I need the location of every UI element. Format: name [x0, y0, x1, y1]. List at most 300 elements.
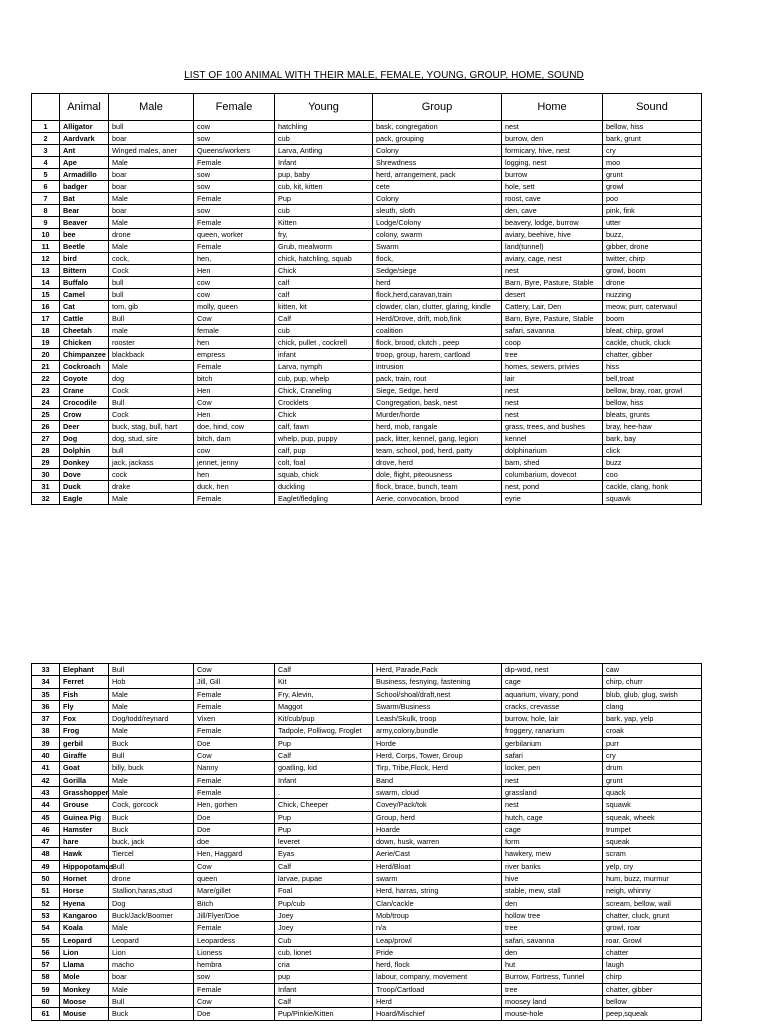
table-row [32, 265, 702, 277]
table-row [32, 811, 702, 823]
young-cell: squab, chick [275, 469, 373, 481]
female-cell: cow [194, 289, 275, 301]
female-cell: doe, hind, cow [194, 421, 275, 433]
young-cell: calf, fawn [275, 421, 373, 433]
female-cell: Female [194, 786, 275, 798]
home-cell: nest [502, 409, 603, 421]
animal-table-part-2 [31, 663, 702, 1021]
animal-cell: Donkey [60, 457, 109, 469]
male-cell: male [109, 325, 194, 337]
male-cell: boar [109, 971, 194, 983]
young-cell: cub [275, 325, 373, 337]
group-cell: army,colony,bundle [373, 725, 502, 737]
sound-cell: drum [603, 762, 702, 774]
group-cell: Band [373, 774, 502, 786]
table-row [32, 996, 702, 1008]
header-sound: Sound [603, 94, 702, 121]
group-cell: intrusion [373, 361, 502, 373]
table-row [32, 121, 702, 133]
animal-cell: Fly [60, 700, 109, 712]
sound-cell: bellow, bray, roar, growl [603, 385, 702, 397]
animal-cell: Camel [60, 289, 109, 301]
young-cell: pup [275, 971, 373, 983]
home-cell: stable, mew, stall [502, 885, 603, 897]
home-cell: dip-wod, nest [502, 664, 603, 676]
female-cell: Hen, gorhen [194, 799, 275, 811]
animal-cell: Cat [60, 301, 109, 313]
home-cell: cage [502, 676, 603, 688]
animal-cell: Coyote [60, 373, 109, 385]
table-row [32, 700, 702, 712]
row-number: 9 [32, 217, 60, 229]
male-cell: rooster [109, 337, 194, 349]
group-cell: School/shoal/draft,nest [373, 688, 502, 700]
header-home: Home [502, 94, 603, 121]
animal-cell: Fox [60, 713, 109, 725]
row-number: 34 [32, 676, 60, 688]
row-number: 2 [32, 133, 60, 145]
home-cell: tree [502, 922, 603, 934]
male-cell: Hob [109, 676, 194, 688]
home-cell: burrow, den [502, 133, 603, 145]
young-cell: Pup/cub [275, 897, 373, 909]
animal-cell: Hawk [60, 848, 109, 860]
row-number: 56 [32, 946, 60, 958]
male-cell: Buck [109, 811, 194, 823]
table-header-row [32, 94, 702, 121]
sound-cell: buzz [603, 457, 702, 469]
group-cell: coalition [373, 325, 502, 337]
young-cell: cub, pup, whelp [275, 373, 373, 385]
group-cell: Murder/horde [373, 409, 502, 421]
row-number: 18 [32, 325, 60, 337]
young-cell: Eaglet/fledgling [275, 493, 373, 505]
home-cell: nest [502, 799, 603, 811]
young-cell: Larva, nymph [275, 361, 373, 373]
table-row [32, 897, 702, 909]
row-number: 7 [32, 193, 60, 205]
female-cell: queen [194, 873, 275, 885]
table-row [32, 145, 702, 157]
female-cell: Female [194, 493, 275, 505]
animal-cell: Crocodile [60, 397, 109, 409]
animal-cell: Hornet [60, 873, 109, 885]
group-cell: colony, swarm [373, 229, 502, 241]
female-cell: Mare/gillet [194, 885, 275, 897]
female-cell: hen, [194, 253, 275, 265]
sound-cell: buzz, [603, 229, 702, 241]
female-cell: queen, worker [194, 229, 275, 241]
sound-cell: bark, bay [603, 433, 702, 445]
group-cell: Troop/Cartload [373, 983, 502, 995]
female-cell: Jill/Flyer/Doe [194, 909, 275, 921]
animal-cell: Hyena [60, 897, 109, 909]
sound-cell: pink, fink [603, 205, 702, 217]
group-cell: dole, flight, piteousness [373, 469, 502, 481]
young-cell: cub [275, 133, 373, 145]
table-row [32, 799, 702, 811]
row-number: 61 [32, 1008, 60, 1020]
sound-cell: cry [603, 145, 702, 157]
female-cell: molly, queen [194, 301, 275, 313]
female-cell: hen [194, 469, 275, 481]
row-number: 46 [32, 823, 60, 835]
group-cell: drove, herd [373, 457, 502, 469]
young-cell: Pup [275, 737, 373, 749]
row-number: 37 [32, 713, 60, 725]
male-cell: Male [109, 157, 194, 169]
young-cell: whelp, pup, puppy [275, 433, 373, 445]
animal-table-part-1 [31, 93, 702, 505]
sound-cell: boom [603, 313, 702, 325]
home-cell: coop [502, 337, 603, 349]
animal-cell: Koala [60, 922, 109, 934]
group-cell: down, husk, warren [373, 836, 502, 848]
home-cell: aviary, cage, nest [502, 253, 603, 265]
group-cell: pack, grouping [373, 133, 502, 145]
female-cell: Doe [194, 1008, 275, 1020]
female-cell: sow [194, 133, 275, 145]
group-cell: Sedge/siege [373, 265, 502, 277]
table-row [32, 205, 702, 217]
female-cell: female [194, 325, 275, 337]
table-body-1 [32, 121, 702, 505]
animal-cell: Mouse [60, 1008, 109, 1020]
female-cell: Female [194, 241, 275, 253]
group-cell: Colony [373, 193, 502, 205]
young-cell: Calf [275, 313, 373, 325]
page-title: LIST OF 100 ANIMAL WITH THEIR MALE, FEMALE, YOUNG, GROUP, HOME, SOUND [184, 70, 584, 81]
young-cell: Maggot [275, 700, 373, 712]
row-number: 24 [32, 397, 60, 409]
animal-cell: Dove [60, 469, 109, 481]
sound-cell: trumpet [603, 823, 702, 835]
male-cell: boar [109, 133, 194, 145]
male-cell: Bull [109, 664, 194, 676]
male-cell: Male [109, 193, 194, 205]
young-cell: kitten, kit [275, 301, 373, 313]
young-cell: colt, foal [275, 457, 373, 469]
young-cell: Pup [275, 193, 373, 205]
female-cell: Female [194, 193, 275, 205]
row-number: 13 [32, 265, 60, 277]
male-cell: Male [109, 774, 194, 786]
young-cell: Foal [275, 885, 373, 897]
group-cell: Herd, harras, string [373, 885, 502, 897]
group-cell: labour, company, movement [373, 971, 502, 983]
sound-cell: roar. Growl [603, 934, 702, 946]
row-number: 36 [32, 700, 60, 712]
header-group: Group [373, 94, 502, 121]
male-cell: boar [109, 169, 194, 181]
row-number: 28 [32, 445, 60, 457]
male-cell: Male [109, 241, 194, 253]
table-row [32, 385, 702, 397]
home-cell: aquarium, vivary, pond [502, 688, 603, 700]
young-cell: leveret [275, 836, 373, 848]
animal-cell: Mole [60, 971, 109, 983]
sound-cell: squeak, wheek [603, 811, 702, 823]
male-cell: Tiercel [109, 848, 194, 860]
group-cell: flock, [373, 253, 502, 265]
male-cell: Male [109, 983, 194, 995]
young-cell: Fry, Alevin, [275, 688, 373, 700]
animal-cell: Aardvark [60, 133, 109, 145]
sound-cell: twitter, chirp [603, 253, 702, 265]
table-row [32, 725, 702, 737]
group-cell: Swarm [373, 241, 502, 253]
group-cell: Herd [373, 996, 502, 1008]
young-cell: Infant [275, 157, 373, 169]
sound-cell: laugh [603, 959, 702, 971]
sound-cell: utter [603, 217, 702, 229]
young-cell: Calf [275, 860, 373, 872]
young-cell: Grub, mealworm [275, 241, 373, 253]
sound-cell: grunt [603, 774, 702, 786]
home-cell: grassland [502, 786, 603, 798]
young-cell: calf, pup [275, 445, 373, 457]
sound-cell: hiss [603, 361, 702, 373]
table-row [32, 934, 702, 946]
home-cell: nest [502, 265, 603, 277]
sound-cell: squawk [603, 799, 702, 811]
female-cell: Doe [194, 811, 275, 823]
male-cell: Buck [109, 823, 194, 835]
sound-cell: quack [603, 786, 702, 798]
sound-cell: clang [603, 700, 702, 712]
male-cell: macho [109, 959, 194, 971]
sound-cell: drone [603, 277, 702, 289]
male-cell: Male [109, 700, 194, 712]
table-row [32, 676, 702, 688]
male-cell: bull [109, 289, 194, 301]
row-number: 16 [32, 301, 60, 313]
animal-cell: Armadillo [60, 169, 109, 181]
animal-cell: Goat [60, 762, 109, 774]
young-cell: Infant [275, 983, 373, 995]
young-cell: Kitten [275, 217, 373, 229]
group-cell: Herd, Corps, Tower, Group [373, 750, 502, 762]
sound-cell: yelp, cry [603, 860, 702, 872]
group-cell: Horde [373, 737, 502, 749]
female-cell: Female [194, 217, 275, 229]
home-cell: hollow tree [502, 909, 603, 921]
table-row [32, 983, 702, 995]
male-cell: Cock, gorcock [109, 799, 194, 811]
group-cell: Aerie/Cast [373, 848, 502, 860]
young-cell: Pup [275, 823, 373, 835]
female-cell: Leopardess [194, 934, 275, 946]
group-cell: Pride [373, 946, 502, 958]
male-cell: Cock [109, 265, 194, 277]
animal-cell: Dog [60, 433, 109, 445]
young-cell: Chick, Cheeper [275, 799, 373, 811]
male-cell: Bull [109, 996, 194, 1008]
row-number: 55 [32, 934, 60, 946]
male-cell: drake [109, 481, 194, 493]
female-cell: Cow [194, 313, 275, 325]
sound-cell: croak [603, 725, 702, 737]
sound-cell: chirp [603, 971, 702, 983]
sound-cell: poo [603, 193, 702, 205]
young-cell: Calf [275, 750, 373, 762]
female-cell: Female [194, 774, 275, 786]
group-cell: Congregation, bask, nest [373, 397, 502, 409]
female-cell: Doe [194, 823, 275, 835]
row-number: 33 [32, 664, 60, 676]
group-cell: herd, mob, rangale [373, 421, 502, 433]
home-cell: hut [502, 959, 603, 971]
table-row [32, 493, 702, 505]
young-cell: Calf [275, 996, 373, 1008]
group-cell: Swarm/Business [373, 700, 502, 712]
sound-cell: squawk [603, 493, 702, 505]
young-cell: fry, [275, 229, 373, 241]
group-cell: Tirp, Tribe,Flock, Herd [373, 762, 502, 774]
female-cell: hen [194, 337, 275, 349]
female-cell: doe [194, 836, 275, 848]
row-number: 49 [32, 860, 60, 872]
group-cell: Hoard/Mischief [373, 1008, 502, 1020]
male-cell: Male [109, 786, 194, 798]
row-number: 41 [32, 762, 60, 774]
home-cell: gerbilarium [502, 737, 603, 749]
young-cell: Pup [275, 811, 373, 823]
male-cell: Cock [109, 385, 194, 397]
group-cell: Clan/cackle [373, 897, 502, 909]
home-cell: nest [502, 121, 603, 133]
sound-cell: caw [603, 664, 702, 676]
sound-cell: nuzzing [603, 289, 702, 301]
male-cell: Male [109, 922, 194, 934]
male-cell: Male [109, 688, 194, 700]
table-row [32, 750, 702, 762]
group-cell: Colony [373, 145, 502, 157]
home-cell: river banks [502, 860, 603, 872]
animal-cell: Eagle [60, 493, 109, 505]
home-cell: barn, shed [502, 457, 603, 469]
row-number: 54 [32, 922, 60, 934]
animal-cell: gerbil [60, 737, 109, 749]
group-cell: Herd/Bloat [373, 860, 502, 872]
animal-cell: Moose [60, 996, 109, 1008]
table-row [32, 241, 702, 253]
row-number: 50 [32, 873, 60, 885]
group-cell: bask, congregation [373, 121, 502, 133]
group-cell: Shrewdness [373, 157, 502, 169]
young-cell: hatchling [275, 121, 373, 133]
group-cell: flock, brood, clutch , peep [373, 337, 502, 349]
male-cell: bull [109, 121, 194, 133]
home-cell: cracks, crevasse [502, 700, 603, 712]
table-row [32, 688, 702, 700]
male-cell: Bull [109, 313, 194, 325]
group-cell: Covey/Pack/tok [373, 799, 502, 811]
male-cell: blackback [109, 349, 194, 361]
home-cell: safari, savanna [502, 934, 603, 946]
sound-cell: chatter, cluck, grunt [603, 909, 702, 921]
female-cell: Hen [194, 409, 275, 421]
animal-cell: Monkey [60, 983, 109, 995]
home-cell: grass, trees, and bushes [502, 421, 603, 433]
home-cell: aviary, beehive, hive [502, 229, 603, 241]
table-row [32, 301, 702, 313]
group-cell: n/a [373, 922, 502, 934]
female-cell: empress [194, 349, 275, 361]
row-number: 20 [32, 349, 60, 361]
row-number: 32 [32, 493, 60, 505]
home-cell: cage [502, 823, 603, 835]
sound-cell: peep,squeak [603, 1008, 702, 1020]
male-cell: Buck [109, 1008, 194, 1020]
sound-cell: cackle, clang, honk [603, 481, 702, 493]
female-cell: jennet, jenny [194, 457, 275, 469]
female-cell: Female [194, 361, 275, 373]
sound-cell: neigh, whinny [603, 885, 702, 897]
sound-cell: chatter, gibber [603, 983, 702, 995]
group-cell: sleuth, sloth [373, 205, 502, 217]
male-cell: Male [109, 725, 194, 737]
row-number: 5 [32, 169, 60, 181]
table-row [32, 361, 702, 373]
row-number: 38 [32, 725, 60, 737]
home-cell: mouse-hole [502, 1008, 603, 1020]
male-cell: drone [109, 873, 194, 885]
male-cell: buck, stag, bull, hart [109, 421, 194, 433]
sound-cell: growl, roar [603, 922, 702, 934]
female-cell: sow [194, 169, 275, 181]
female-cell: Female [194, 922, 275, 934]
animal-cell: Bittern [60, 265, 109, 277]
animal-cell: Gorilla [60, 774, 109, 786]
row-number: 27 [32, 433, 60, 445]
female-cell: Hen, Haggard [194, 848, 275, 860]
female-cell: bitch [194, 373, 275, 385]
male-cell: Lion [109, 946, 194, 958]
young-cell: cria [275, 959, 373, 971]
young-cell: Chick [275, 409, 373, 421]
young-cell: Joey [275, 922, 373, 934]
row-number: 45 [32, 811, 60, 823]
young-cell: pup, baby [275, 169, 373, 181]
row-number: 8 [32, 205, 60, 217]
group-cell: clowder, clan, clutter, glaring, kindle [373, 301, 502, 313]
home-cell: nest [502, 385, 603, 397]
female-cell: Doe [194, 737, 275, 749]
table-row [32, 823, 702, 835]
female-cell: Female [194, 688, 275, 700]
home-cell: nest [502, 774, 603, 786]
row-number: 4 [32, 157, 60, 169]
row-number: 47 [32, 836, 60, 848]
female-cell: Jill, Gill [194, 676, 275, 688]
table-body-2 [32, 664, 702, 1021]
male-cell: boar [109, 205, 194, 217]
sound-cell: hum, buzz, murmur [603, 873, 702, 885]
male-cell: Leopard [109, 934, 194, 946]
table-row [32, 445, 702, 457]
male-cell: Male [109, 217, 194, 229]
young-cell: Kit [275, 676, 373, 688]
row-number: 26 [32, 421, 60, 433]
animal-cell: Beaver [60, 217, 109, 229]
male-cell: Male [109, 493, 194, 505]
table-row [32, 313, 702, 325]
home-cell: Barn, Byre, Pasture, Stable [502, 277, 603, 289]
home-cell: moosey land [502, 996, 603, 1008]
young-cell: goatling, kid [275, 762, 373, 774]
young-cell: Tadpole, Polliwog, Froglet [275, 725, 373, 737]
